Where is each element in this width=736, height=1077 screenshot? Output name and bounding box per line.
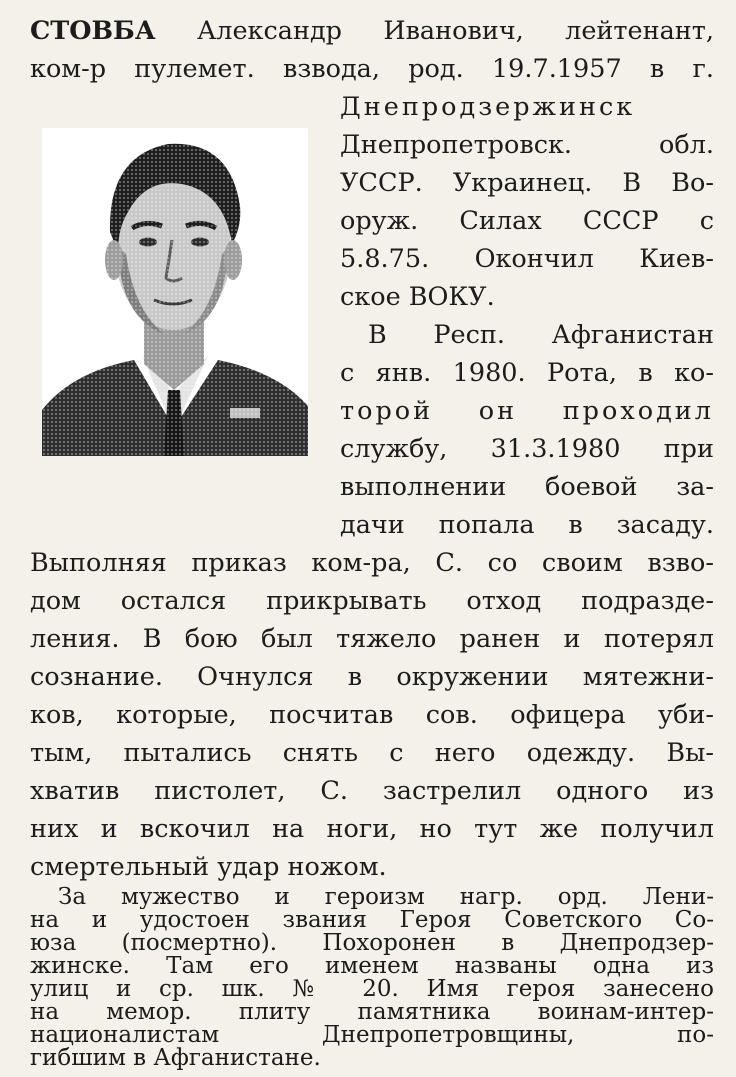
- text-line: хватив пистолет, С. застрелил одного из: [30, 776, 714, 806]
- text-line: тым, пытались снять с него одежду. Вы-: [30, 738, 714, 768]
- text-line: с янв. 1980. Рота, в ко-: [340, 358, 714, 388]
- text-line: на и удостоен звания Героя Советского Со-: [30, 909, 714, 932]
- text-line: юза (посмертно). Похоронен в Днепродзер-: [30, 932, 714, 955]
- text-line: 5.8.75. Окончил Киев-: [340, 244, 714, 274]
- text-line: ления. В бою был тяжело ранен и потерял: [30, 624, 714, 654]
- text-line: В Респ. Афганистан: [368, 320, 714, 350]
- entry-header-text: Александр Иванович, лейтенант,: [196, 16, 714, 46]
- text-line: сознание. Очнулся в окружении мятежни-: [30, 662, 714, 692]
- text-line: националистам Днепропетровщины, по-: [30, 1024, 714, 1047]
- entry-header: [30, 12, 714, 50]
- text-line: торой он проходил: [340, 396, 714, 426]
- text-line: выполнении боевой за-: [340, 472, 714, 502]
- text-line: жинске. Там его именем названы одна из: [30, 955, 714, 978]
- text-line: службу, 31.3.1980 при: [340, 434, 714, 464]
- text-line: ков, которые, посчитав сов. офицера уби-: [30, 700, 714, 730]
- text-line: ком-р пулемет. взвода, род. 19.7.1957 в г.: [30, 54, 714, 84]
- text-line: смертельный удар ножом.: [30, 852, 387, 882]
- text-line: улиц и ср. шк. № 20. Имя героя занесено: [30, 978, 714, 1001]
- text-line: Днепродзержинск: [340, 92, 636, 122]
- text-line: Днепропетровск. обл.: [340, 130, 714, 160]
- text-line: них и вскочил на ноги, но тут же получил: [30, 814, 714, 844]
- text-line: За мужество и героизм нагр. орд. Лени-: [58, 886, 714, 909]
- text-line: на мемор. плиту памятника воинам-интер-: [30, 1001, 714, 1024]
- text-line: оруж. Силах СССР с: [340, 206, 714, 236]
- text-line: Выполняя приказ ком-ра, С. со своим взво-: [30, 548, 714, 578]
- text-line: гибшим в Афганистане.: [30, 1047, 321, 1070]
- text-line: дачи попала в засаду.: [340, 510, 714, 540]
- text-line: ское ВОКУ.: [340, 282, 495, 312]
- entry-surname: СТОВБА: [30, 16, 156, 46]
- portrait-photo: [42, 128, 308, 456]
- text-line: дом остался прикрывать отход подразде-: [30, 586, 714, 616]
- text-line: УССР. Украинец. В Во-: [340, 168, 714, 198]
